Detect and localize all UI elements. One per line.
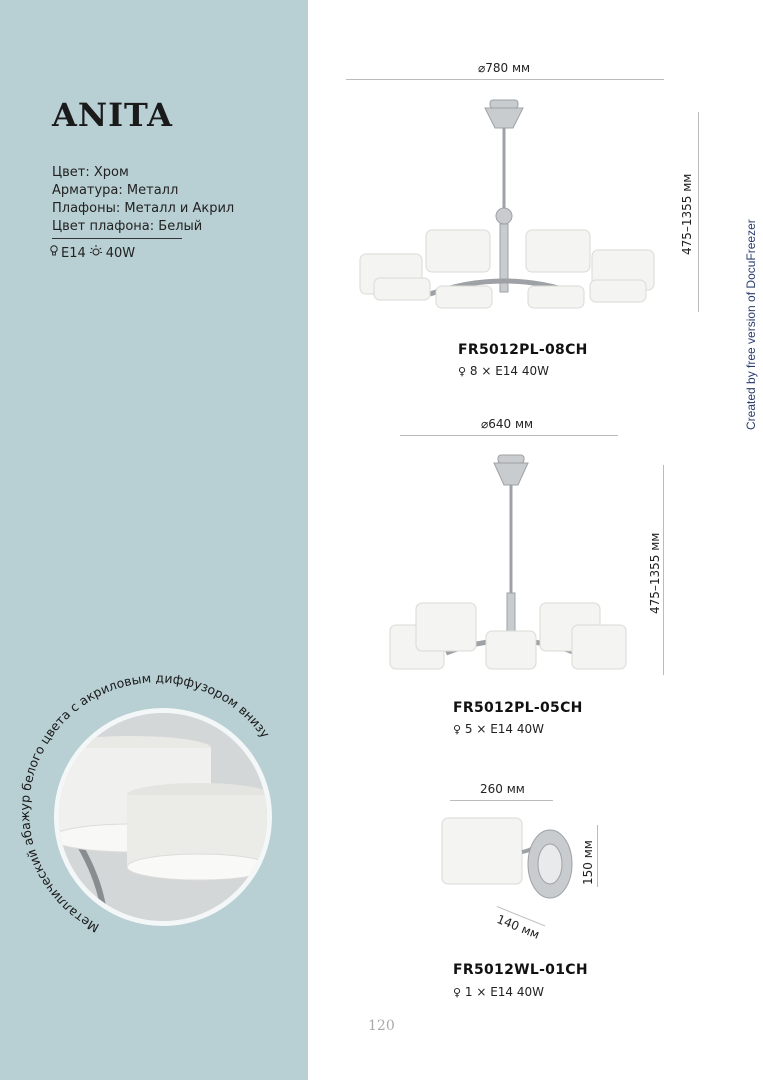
width-3: 260 мм [480,782,525,796]
callout-label: Металлический абажур белого цвета с акриловым диффузором внизу [16,670,273,936]
dim-line-diameter-2 [400,435,618,436]
lamps-1-line [458,364,549,378]
spec-shades: Плафоны: Металл и Акрил [52,201,235,216]
lamps-2: 5 × E14 40W [464,722,545,736]
bulb-icon: ♀ [453,986,462,999]
chandelier-5-image [386,453,636,678]
height-2: 475–1355 мм [648,532,662,614]
height-1: 475–1355 мм [680,173,694,255]
lamps-3: 1 × E14 40W [464,985,545,999]
lamps-1: 8 × E14 40W [469,364,550,378]
lamp-power: 40W [105,245,136,261]
bulb-icon: ♀ [458,365,467,378]
model-1: FR5012PL-08CH [458,342,588,358]
spec-color: Цвет: Хром [52,165,129,180]
lamps-3-line [453,985,544,999]
dim-line-height-1 [698,112,699,312]
lamps-2-line [453,722,544,736]
bulb-icon: ♀ [453,723,462,736]
dim-line-height-3 [597,825,598,887]
diameter-2: ⌀640 мм [481,417,534,431]
detail-image [54,708,272,926]
page-number: 120 [368,1018,395,1034]
spec-shade-color: Цвет плафона: Белый [52,219,203,234]
collection-title: ANITA [52,96,173,134]
chandelier-8-image [350,98,660,318]
model-2: FR5012PL-05CH [453,700,583,716]
depth-3: 140 мм [494,912,542,942]
dim-line-height-2 [663,465,664,675]
spec-frame: Арматура: Металл [52,183,179,198]
lamp-type: E14 [61,245,86,261]
wall-lamp-image [438,812,578,902]
height-3: 150 мм [581,840,595,885]
dim-line-diameter-1 [346,79,664,80]
watermark: Created by free version of DocuFreezer [744,219,758,430]
dim-line-width-3 [450,800,553,801]
diameter-1: ⌀780 мм [478,61,531,75]
model-3: FR5012WL-01CH [453,962,588,978]
